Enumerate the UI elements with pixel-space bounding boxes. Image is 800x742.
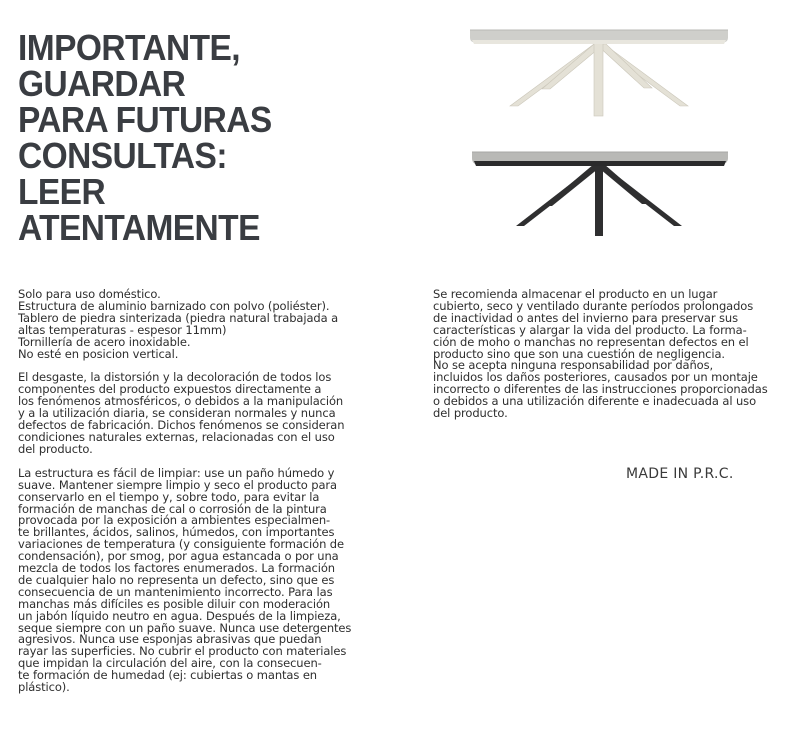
right-text-column: [433, 289, 800, 432]
text-line: manchas más difíciles es posible diluir con moderación: [18, 596, 331, 611]
text-line: plástico).: [18, 680, 70, 695]
left-text-column: [18, 289, 380, 706]
text-line: No se acepta ninguna responsabilidad por daños,: [433, 358, 714, 373]
text-line: los fenómenos atmosféricos, o debidos a la manipulación: [18, 394, 344, 409]
white-table-icon: [466, 26, 732, 124]
black-table-icon: [466, 148, 732, 244]
text-line: Solo para uso doméstico.: [18, 287, 161, 301]
text-line: del producto.: [433, 406, 508, 421]
text-line: Se recomienda almacenar el producto en un lugar: [433, 287, 718, 301]
text-line: conservarlo en el tiempo y, sobre todo, para evitar la: [18, 489, 320, 504]
title-line: IMPORTANTE,: [18, 27, 241, 68]
title-line: GUARDAR: [18, 63, 186, 104]
text-line: de inactividad o antes del invierno para preservar sus: [433, 310, 738, 325]
text-line: y a la utilización diaria, se consideran normales y nunca: [18, 406, 336, 421]
text-line: condiciones naturales externas, relacionadas con el uso: [18, 429, 335, 444]
text-line: variaciones de temperatura (y consiguiente formación de: [18, 537, 344, 552]
text-line: rayar las superficies. No cubrir el producto con materiales: [18, 644, 347, 659]
text-line: condensación), por smog, por agua estancada o por una: [18, 549, 339, 564]
text-line: Tablero de piedra sinterizada (piedra natural trabajada a: [18, 310, 339, 325]
text-line: El desgaste, la distorsión y la decoloración de todos los: [18, 370, 332, 385]
text-line: Estructura de aluminio barnizado con polvo (poliéster).: [18, 298, 330, 313]
text-line: un jabón líquido neutro en agua. Después de la limpieza,: [18, 608, 341, 623]
title-line: PARA FUTURAS: [18, 99, 272, 140]
text-line: No esté en posicion vertical.: [18, 346, 179, 361]
text-line: del producto.: [18, 441, 93, 456]
title-line: ATENTAMENTE: [18, 207, 260, 248]
paragraph: [18, 465, 380, 695]
text-line: componentes del producto expuestos directamente a: [18, 382, 322, 397]
text-line: provocada por la exposición a ambientes especialmen-: [18, 513, 331, 528]
text-line: o debidos a una utilización diferente e inadecuada al uso: [433, 394, 756, 409]
text-line: incluidos los daños posteriores, causados por un montaje: [433, 370, 758, 385]
text-line: Tornillería de acero inoxidable.: [18, 334, 191, 349]
text-line: mezcla de todos los factores enumerados. La formación: [18, 561, 335, 576]
text-line: seque siempre con un paño suave. Nunca use detergentes: [18, 620, 352, 635]
paragraph: [18, 372, 380, 455]
paragraph: [433, 289, 800, 420]
text-line: agresivos. Nunca use esponjas abrasivas que puedan: [18, 632, 322, 647]
text-line: consecuencia de un mantenimiento incorrecto. Para las: [18, 584, 333, 599]
text-line: características y alargar la vida del producto. La forma-: [433, 322, 747, 337]
text-line: defectos de fabricación. Dichos fenómenos se consideran: [18, 418, 345, 433]
text-line: que impidan la circulación del aire, con la consecuen-: [18, 656, 322, 671]
text-line: de cualquier halo no representa un defecto, sino que es: [18, 572, 335, 587]
text-line: te brillantes, ácidos, salinos, húmedos, con importantes: [18, 525, 335, 540]
text-line: ción de moho o manchas no representan defectos en el: [433, 334, 749, 349]
text-line: producto sino que son una cuestión de negligencia.: [433, 346, 725, 361]
title-line: CONSULTAS:: [18, 135, 227, 176]
page-title: [18, 27, 297, 248]
text-line: formación de manchas de cal o corrosión de la pintura: [18, 501, 327, 516]
paragraph: [18, 289, 380, 360]
origin-label: MADE IN P.R.C.: [626, 466, 734, 482]
text-line: suave. Mantener siempre limpio y seco el producto para: [18, 477, 337, 492]
text-line: incorrecto o diferentes de las instrucciones proporcionadas: [433, 382, 768, 397]
text-line: cubierto, seco y ventilado durante períodos prolongados: [433, 298, 754, 313]
text-line: te formación de humedad (ej: cubiertas o mantas en: [18, 668, 317, 683]
text-line: La estructura es fácil de limpiar: use un paño húmedo y: [18, 465, 335, 480]
title-line: LEER: [18, 171, 106, 212]
text-line: altas temperaturas - espesor 11mm): [18, 322, 227, 337]
